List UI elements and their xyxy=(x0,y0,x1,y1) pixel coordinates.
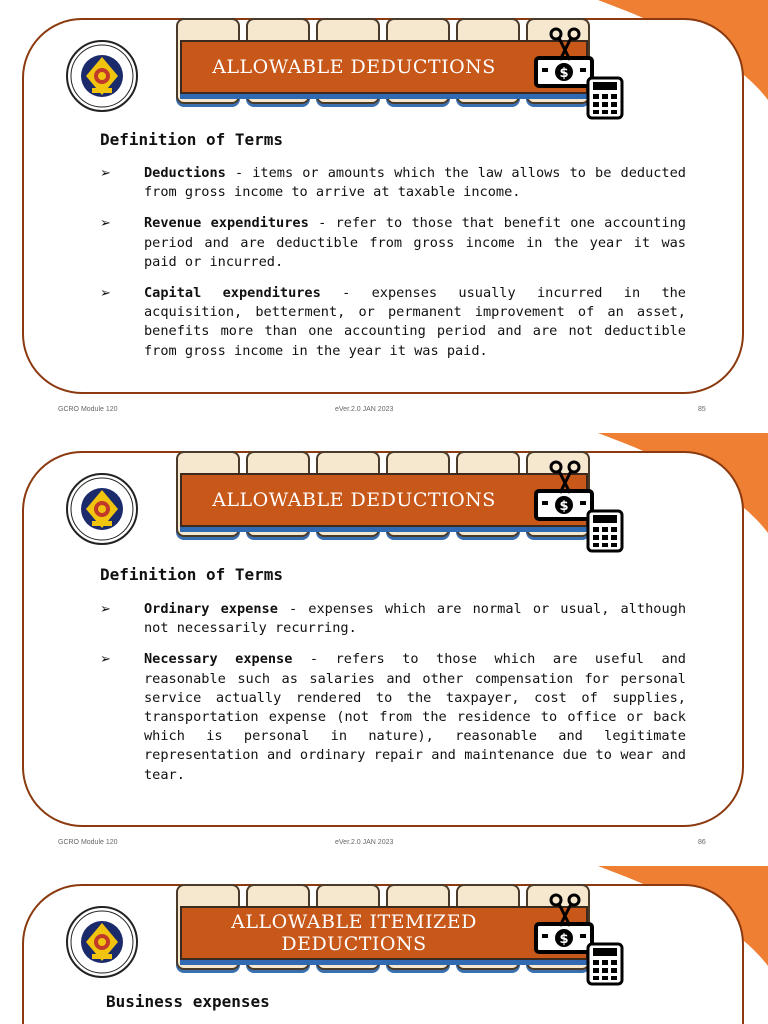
slide-title: ALLOWABLE DEDUCTIONS xyxy=(180,473,588,527)
bullet-arrow-icon: ➢ xyxy=(100,652,111,668)
bullet-arrow-icon: ➢ xyxy=(100,216,111,232)
bullet-arrow-icon: ➢ xyxy=(100,602,111,617)
definition: - refers to those which are useful and reasonable such as salaries and other compensation for personal service actually rendered to the taxpayer, cost of supplies, transportation expense (not from the residence to office or back which is personal in nature), reasonable and legitimate representation and ordinary repair and maintenance due to wear and tear. xyxy=(144,651,686,783)
money-scissors-icon xyxy=(528,457,628,553)
footer-version: eVer.2.0 JAN 2023 xyxy=(335,406,394,413)
term: Revenue expenditures xyxy=(144,215,309,232)
footer-version: eVer.2.0 JAN 2023 xyxy=(335,839,394,846)
footer-module: GCRO Module 120 xyxy=(58,406,118,413)
slide-title-line2: DEDUCTIONS xyxy=(281,933,427,955)
definition: - refer to those that benefit one accounting period and are deductible from gross income in the year it was paid or incurred. xyxy=(144,215,686,270)
term: Capital expenditures xyxy=(144,285,321,302)
term: Deductions xyxy=(144,165,226,181)
slide-85 xyxy=(0,0,768,434)
slide-87 xyxy=(0,866,768,1024)
definition-list xyxy=(100,600,686,797)
list-item xyxy=(100,284,686,361)
section-heading: Business expenses xyxy=(106,992,270,1011)
bir-seal-icon xyxy=(66,906,138,978)
section-heading: Definition of Terms xyxy=(100,130,284,149)
list-item xyxy=(100,600,686,638)
bir-seal-icon xyxy=(66,473,138,545)
money-scissors-icon xyxy=(528,890,628,986)
list-item xyxy=(100,214,686,272)
definition: - expenses usually incurred in the acquisition, betterment, or permanent improvement of an asset, benefits more than one accounting period and are not deductible from gross income in the year it was paid. xyxy=(144,285,686,359)
list-item xyxy=(100,650,686,784)
definition-list xyxy=(100,164,686,373)
slide-title-line1: ALLOWABLE ITEMIZED xyxy=(231,911,477,933)
section-heading: Definition of Terms xyxy=(100,565,284,584)
list-item xyxy=(100,164,686,202)
term: Ordinary expense xyxy=(144,601,278,617)
definition: - items or amounts which the law allows to be deducted from gross income to arrive at taxable income. xyxy=(144,165,686,201)
slide-title xyxy=(180,906,588,960)
footer-module: GCRO Module 120 xyxy=(58,839,118,846)
footer-page-number: 86 xyxy=(698,839,706,846)
definition: - expenses which are normal or usual, although not necessarily recurring. xyxy=(144,601,687,637)
money-scissors-icon xyxy=(528,24,628,120)
slide-title: ALLOWABLE DEDUCTIONS xyxy=(180,40,588,94)
bullet-arrow-icon: ➢ xyxy=(100,166,111,181)
term: Necessary expense xyxy=(144,651,293,668)
slide-86 xyxy=(0,433,768,867)
footer-page-number: 85 xyxy=(698,406,706,413)
bullet-arrow-icon: ➢ xyxy=(100,286,111,302)
bir-seal-icon xyxy=(66,40,138,112)
